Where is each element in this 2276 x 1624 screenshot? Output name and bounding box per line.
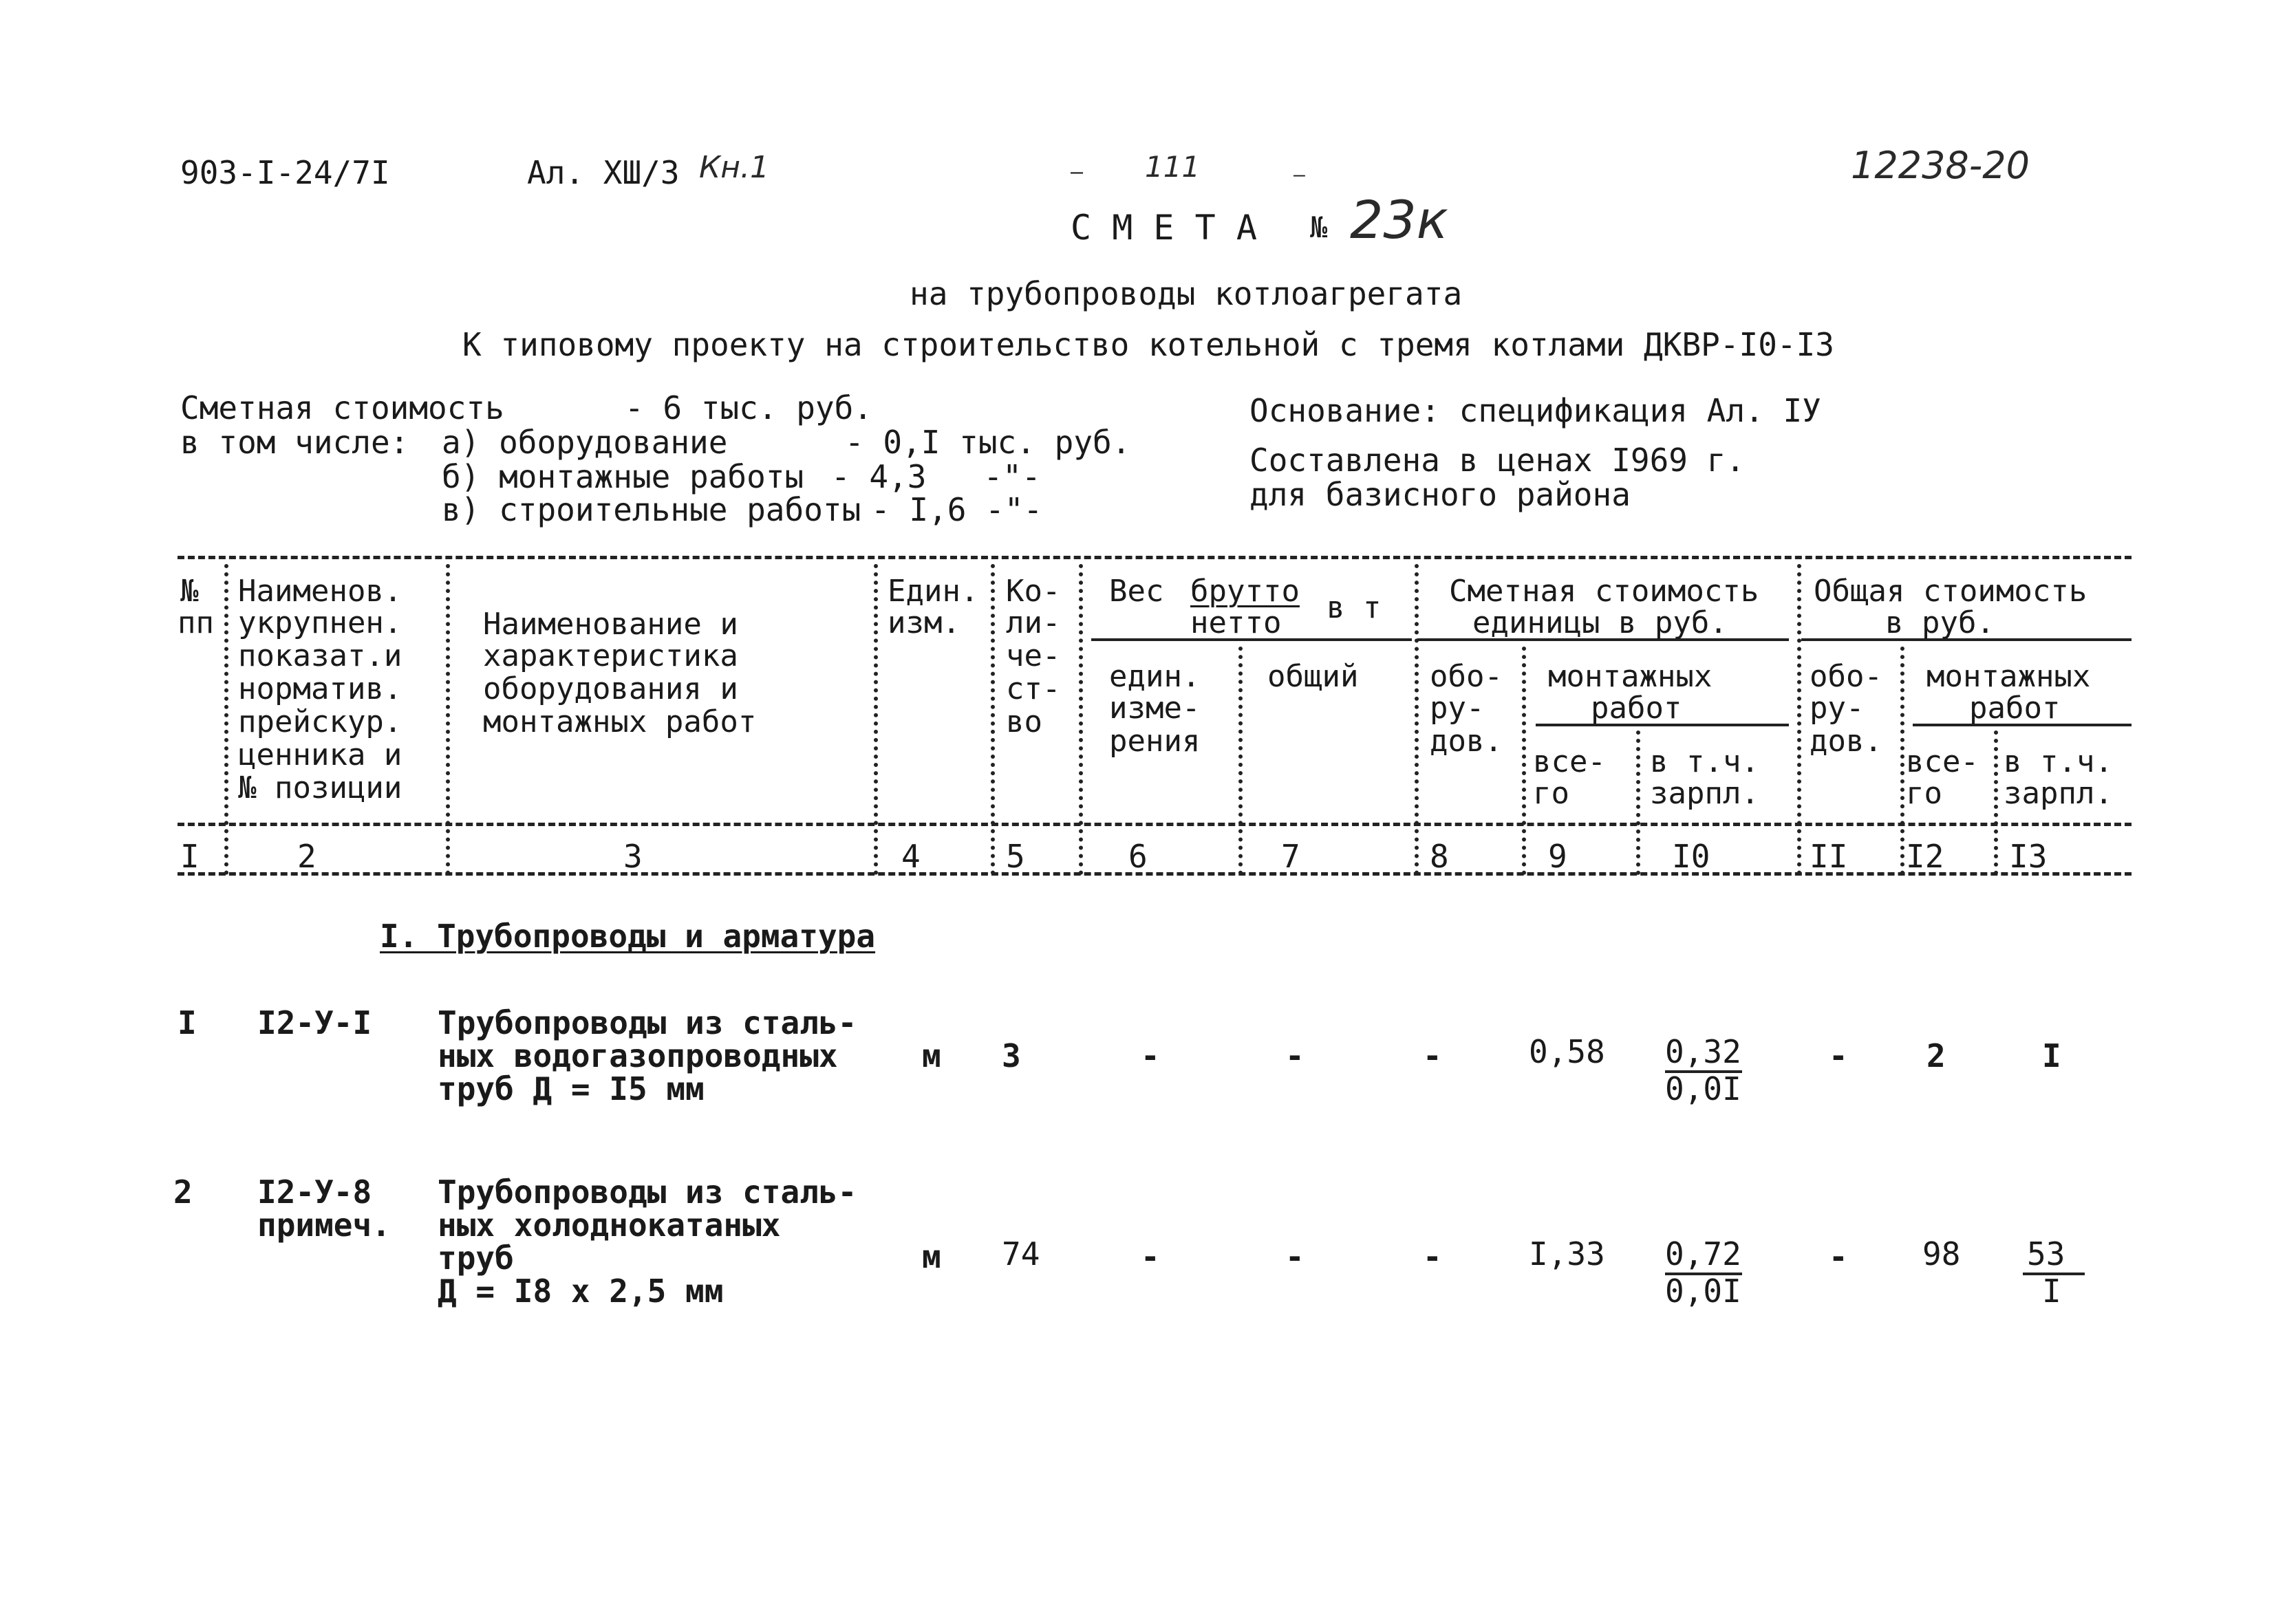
colnum-3: 3 (623, 838, 643, 875)
row-code: I2-У-8 (257, 1173, 372, 1211)
row-name-line-2: ных водогазопроводных (438, 1037, 838, 1074)
equipment-value: - 0,I тыс. руб. (845, 424, 1131, 461)
basis: Основание: спецификация Ал. IУ (1249, 392, 1821, 429)
col-sep-9 (1636, 730, 1640, 875)
col8-h2: ру- (1430, 691, 1485, 726)
col3-h1: Наименование и (483, 607, 738, 642)
prices-line-1: Составлена в ценах I969 г. (1249, 442, 1746, 479)
col5-h2: ли- (1006, 605, 1061, 640)
col11-h3: дов. (1810, 724, 1882, 759)
col3-h4: монтажных работ (483, 704, 757, 739)
row-total-mont: 98 (1922, 1235, 1961, 1273)
col13-h2: зарпл. (2004, 776, 2113, 811)
col5-h5: во (1006, 704, 1042, 739)
dash-right: – (1293, 163, 1305, 186)
col12-h2: го (1906, 776, 1942, 811)
col6-h3: рения (1109, 724, 1201, 759)
table-header-rule (178, 823, 2132, 826)
construction-label: в) строительные работы (442, 491, 861, 528)
colnum-6: 6 (1128, 838, 1148, 875)
col-sep-11 (1900, 647, 1904, 875)
col-sep-6 (1238, 647, 1243, 875)
row-weight-total: - (1285, 1037, 1305, 1074)
mounting-value: - 4,3 -"- (831, 458, 1041, 495)
row-unit: м (922, 1238, 941, 1275)
colnum-5: 5 (1006, 838, 1025, 875)
row-name-line-2: ных холоднокатаных (438, 1206, 781, 1244)
col-sep-7 (1415, 564, 1419, 875)
section-title: I. Трубопроводы и арматура (380, 918, 876, 955)
row-cost-equipment: - (1423, 1238, 1442, 1275)
construction-value: - I,6 -"- (871, 491, 1043, 528)
cost-value: - 6 тыс. руб. (625, 389, 873, 426)
col2-h7: № позиции (238, 770, 402, 805)
row-cost-mont-salary-bottom: 0,0I (1665, 1070, 1741, 1107)
col-sep-8 (1522, 647, 1526, 875)
equipment-label: а) оборудование (442, 424, 728, 461)
col6-h1: един. (1109, 659, 1201, 694)
col5-h3: че- (1006, 638, 1061, 673)
row-number: I (178, 1004, 197, 1041)
row-code-note: примеч. (257, 1206, 391, 1244)
col1-h1: № (180, 574, 199, 609)
row-total-equipment: - (1829, 1238, 1848, 1275)
total-mont-title: монтажных (1926, 659, 2091, 694)
col4-h1: Един. (888, 574, 979, 609)
colnum-10: I0 (1672, 838, 1710, 875)
col13-h1: в т.ч. (2004, 744, 2113, 779)
col10-h1: в т.ч. (1650, 744, 1759, 779)
colnum-13: I3 (2009, 838, 2048, 875)
page-number: 111 (1145, 150, 1201, 184)
row-cost-mont-salary-bottom: 0,0I (1665, 1273, 1741, 1310)
col11-h2: ру- (1810, 691, 1865, 726)
doc-code: 903-I-24/7I (180, 154, 390, 191)
row-cost-mont-salary-top: 0,32 (1665, 1033, 1741, 1070)
row-weight-unit: - (1141, 1037, 1160, 1074)
colnum-2: 2 (297, 838, 316, 875)
row-qty: 3 (1002, 1037, 1021, 1074)
col2-h5: прейскур. (238, 704, 402, 739)
mont-title: монтажных (1548, 659, 1713, 694)
col8-h1: обо- (1430, 659, 1503, 694)
col4-h2: изм. (888, 605, 960, 640)
row-weight-total: - (1285, 1238, 1305, 1275)
col6-h2: изме- (1109, 691, 1201, 726)
col7-h: общий (1267, 659, 1359, 694)
title-prefix: С М Е Т А (1071, 208, 1257, 248)
table-top-rule (178, 556, 2132, 559)
row-code: I2-У-I (257, 1004, 372, 1041)
row-cost-mont-salary-top: 0,72 (1665, 1235, 1741, 1273)
row-name-line-4: Д = I8 х 2,5 мм (438, 1273, 724, 1310)
col11-h1: обо- (1810, 659, 1882, 694)
row-name-line-1: Трубопроводы из сталь- (438, 1004, 857, 1041)
col2-h2: укрупнен. (238, 605, 402, 640)
cost-label: Сметная стоимость (180, 389, 504, 426)
col10-h2: зарпл. (1650, 776, 1759, 811)
total-title: Общая стоимость (1814, 574, 2087, 609)
unitcost-title: Сметная стоимость (1449, 574, 1759, 609)
col2-h3: показат.и (238, 638, 402, 673)
row-total-equipment: - (1829, 1037, 1848, 1074)
row-cost-equipment: - (1423, 1037, 1442, 1074)
colnum-1: I (180, 838, 200, 875)
col5-h4: ст- (1006, 671, 1061, 706)
col2-h6: ценника и (238, 737, 402, 772)
album-ref: Ал. ХШ/3 (527, 154, 680, 191)
colnum-12: I2 (1906, 838, 1944, 875)
book-ref: Кн.1 (699, 150, 769, 185)
col-sep-5 (1079, 564, 1083, 875)
col12-h1: все- (1906, 744, 1979, 779)
row-name-line-3: труб Д = I5 мм (438, 1070, 705, 1107)
col-sep-4 (991, 564, 995, 875)
colnum-11: II (1810, 838, 1848, 875)
col3-h2: характеристика (483, 638, 738, 673)
total-sub: в руб. (1885, 605, 1995, 640)
row-total-mont: 2 (1926, 1037, 1946, 1074)
col-sep-12 (1994, 730, 1998, 875)
row-number: 2 (173, 1173, 193, 1211)
dash-left: – (1071, 160, 1084, 184)
estimate-number: 23к (1350, 189, 1448, 250)
project-line: К типовому проекту на строительство котельной с тремя котлами ДКВР-I0-I3 (462, 326, 1834, 363)
colnum-8: 8 (1430, 838, 1449, 875)
row-weight-unit: - (1141, 1238, 1160, 1275)
col2-h4: норматив. (238, 671, 402, 706)
col5-h1: Ко- (1006, 574, 1061, 609)
row-qty: 74 (1002, 1235, 1040, 1273)
col8-h3: дов. (1430, 724, 1503, 759)
col2-h1: Наименов. (238, 574, 402, 609)
colnum-7: 7 (1281, 838, 1300, 875)
total-mont-sub: работ (1969, 691, 2061, 726)
row-cost-mont-total: 0,58 (1529, 1033, 1605, 1070)
col9-h1: все- (1533, 744, 1606, 779)
col9-h2: го (1533, 776, 1569, 811)
row-name-line-3: труб (438, 1239, 514, 1277)
weight-netto: нетто (1190, 605, 1282, 640)
mounting-label: б) монтажные работы (442, 458, 804, 495)
row-total-mont-salary-top: 53 (2027, 1235, 2065, 1273)
colnum-9: 9 (1548, 838, 1567, 875)
col-sep-1 (224, 564, 228, 875)
col-sep-2 (446, 564, 450, 875)
archive-number: 12238-20 (1851, 144, 2030, 187)
unitcost-sub: единицы в руб. (1472, 605, 1728, 640)
prices-line-2: для базисного района (1249, 476, 1631, 513)
row-name-line-1: Трубопроводы из сталь- (438, 1173, 857, 1211)
weight-title: Вес (1109, 574, 1164, 609)
row-unit: м (922, 1037, 941, 1074)
weight-brutto: брутто (1190, 574, 1300, 609)
col1-h2: пп (178, 605, 214, 640)
col-sep-3 (874, 564, 878, 875)
col3-h3: оборудования и (483, 671, 738, 706)
row-total-mont-salary: I (2042, 1037, 2061, 1074)
title-number-sign: № (1310, 210, 1328, 244)
weight-unit: в т (1327, 590, 1382, 625)
row-total-mont-salary-bottom: I (2042, 1273, 2061, 1310)
col-sep-10 (1797, 564, 1801, 875)
row-cost-mont-total: I,33 (1529, 1235, 1605, 1273)
mont-sub: работ (1591, 691, 1682, 726)
incl-label: в том числе: (180, 424, 409, 461)
subtitle: на трубопроводы котлоагрегата (910, 275, 1463, 312)
colnum-4: 4 (901, 838, 921, 875)
